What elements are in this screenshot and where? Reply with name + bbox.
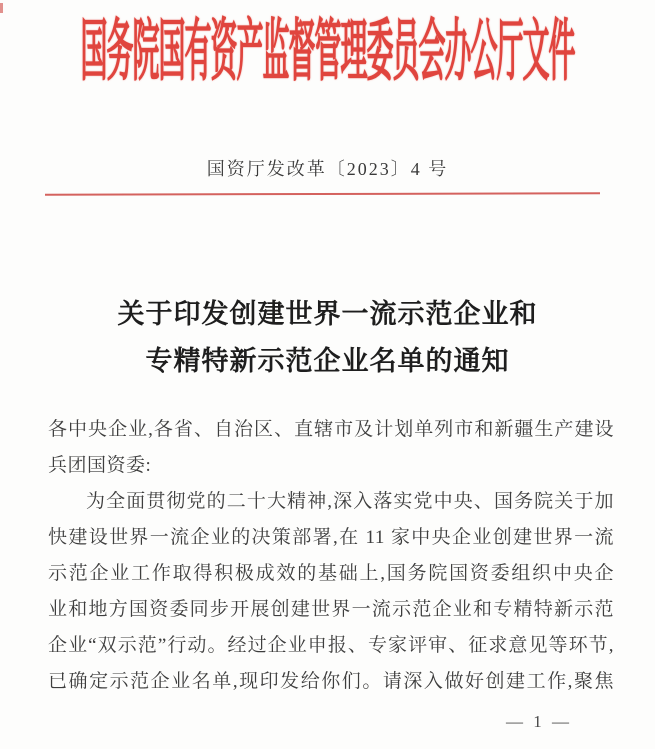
document-title (0, 291, 655, 385)
page-number: — 1 — (506, 712, 572, 731)
document-body (48, 412, 614, 700)
paragraph-line: 已确定示范企业名单,现印发给你们。请深入做好创建工作,聚焦 (48, 671, 614, 692)
paragraph-line: 业和地方国资委同步开展创建世界一流示范企业和专精特新示范 (48, 599, 614, 620)
document-title-line1: 关于印发创建世界一流示范企业和 (117, 299, 538, 329)
salutation-line: 兵团国资委: (48, 455, 152, 476)
header-divider-line (45, 192, 600, 195)
paragraph-line: 为全面贯彻党的二十大精神,深入落实党中央、国务院关于加 (86, 491, 614, 512)
salutation-line: 各中央企业,各省、自治区、直辖市及计划单列市和新疆生产建设 (48, 419, 614, 440)
paragraph-line: 快建设世界一流企业的决策部署,在 11 家中央企业创建世界一流 (48, 527, 614, 548)
document-header-org-title: 国务院国有资产监督管理委员会办公厅文件 (80, 14, 575, 89)
document-number: 国资厅发改革〔2023〕4 号 (206, 159, 449, 179)
scan-artifact (0, 3, 3, 13)
document-title-line2: 专精特新示范企业名单的通知 (145, 346, 510, 376)
paragraph-line: 企业“双示范”行动。经过企业申报、专家评审、征求意见等环节, (48, 635, 614, 656)
paragraph-line: 示范企业工作取得积极成效的基础上,国务院国资委组织中央企 (48, 563, 614, 584)
